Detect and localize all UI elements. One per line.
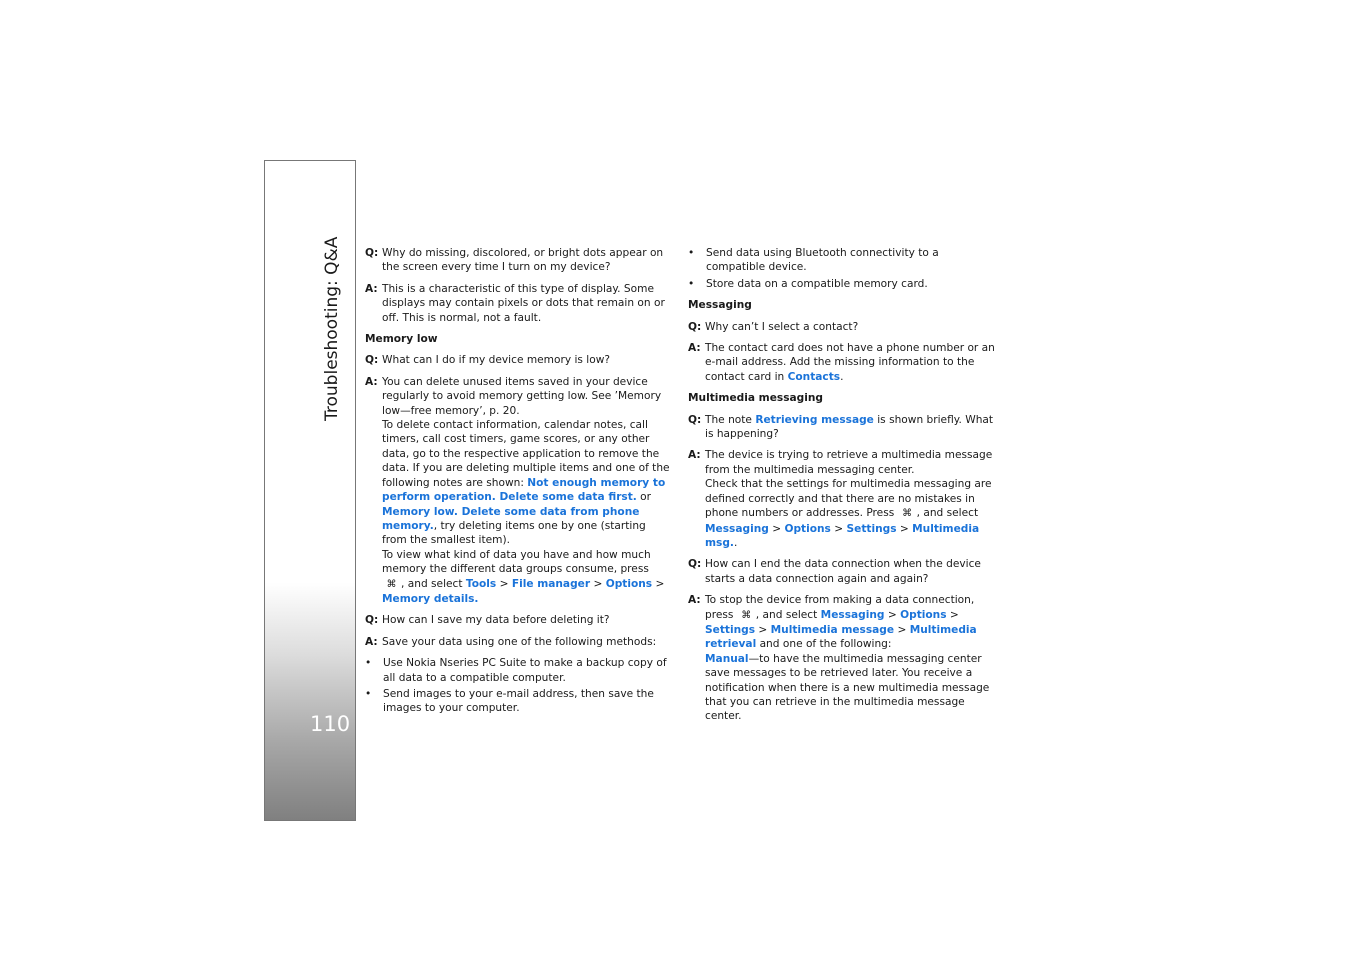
list-item: • Use Nokia Nseries PC Suite to make a backup copy of all data to a compatible computer.	[365, 657, 667, 684]
right-column	[688, 246, 996, 731]
path-settings: Settings	[846, 522, 897, 535]
path-options: Options	[900, 608, 947, 621]
path-settings: Settings	[705, 623, 756, 636]
answer-end-data-connection: A: To stop the device from making a data connection, press ⌘ , and select Messaging > Options > Settings > Multimedia message > Multimedia retrieval and one of the following: Manual—to have the multimedia messaging center save messages to be retrieved later. You receive a notification when there is a new multimedia message that you can retrieve in the multimedia message center.	[688, 594, 990, 723]
path-multimedia-message: Multimedia message	[770, 623, 895, 636]
menu-key-icon: ⌘	[902, 508, 913, 520]
answer-memory-low: A: You can delete unused items saved in your device regularly to avoid memory getting low. See ’Memory low—free memory’, p. 20. To delete contact information, calendar notes, call timers, call cost timers, game scores, or any other data, go to the respective application to remove the data. If you are deleting multiple items and one of the following notes are shown: Not enough memory to perform operation. Delete some data first. or Memory low. Delete some data from phone memory., try deleting items one by one (starting from the smallest item). To view what kind of data you have and how much memory the different data groups consume, press ⌘ , and select Tools > File manager > Options > Memory details.	[365, 375, 670, 605]
note-retrieving-message: Retrieving message	[755, 413, 874, 426]
heading-memory-low: Memory low	[365, 333, 438, 346]
path-options: Options	[605, 577, 653, 590]
heading-messaging: Messaging	[688, 299, 752, 312]
note-not-enough-memory: Not enough memory to perform operation. Delete some data first.	[382, 476, 666, 504]
question-dots: Q: Why do missing, discolored, or bright dots appear on the screen every time I turn on my device?	[365, 247, 664, 274]
question-memory-low: Q: What can I do if my device memory is low?	[365, 354, 610, 367]
link-contacts: Contacts	[787, 370, 841, 383]
list-item: • Send data using Bluetooth connectivity to a compatible device.	[688, 247, 939, 274]
answer-save-data: A: Save your data using one of the following methods:	[365, 635, 657, 648]
question-retrieving-message: Q: The note Retrieving message is shown briefly. What is happening?	[688, 413, 994, 441]
option-manual: Manual	[705, 652, 749, 665]
list-item: • Store data on a compatible memory card.	[688, 277, 928, 290]
note-memory-low: Memory low. Delete some data from phone memory.	[382, 505, 640, 532]
path-options: Options	[784, 522, 831, 535]
path-memory-details: Memory details	[382, 592, 475, 605]
page-number: 110	[310, 712, 351, 736]
list-item: • Send images to your e-mail address, then save the images to your computer.	[365, 687, 654, 715]
path-messaging: Messaging	[820, 608, 885, 621]
menu-key-icon: ⌘	[741, 609, 752, 621]
path-multimedia-retrieval: Multimedia retrieval	[705, 623, 977, 651]
answer-retrieving-message: A: The device is trying to retrieve a multimedia message from the multimedia messaging center. Check that the settings for multimedia messaging are defined correctly and that there are no mistakes in phone numbers or addresses. Press ⌘ , and select Messaging > Options > Settings > Multimedia msg..	[688, 449, 993, 549]
menu-key-icon: ⌘	[386, 578, 397, 590]
path-messaging: Messaging	[705, 522, 769, 535]
heading-multimedia-messaging: Multimedia messaging	[688, 392, 824, 405]
question-select-contact: Q: Why can’t I select a contact?	[688, 320, 859, 333]
path-file-manager: File manager	[511, 577, 591, 590]
question-end-data-connection: Q: How can I end the data connection when the device starts a data connection again and again?	[688, 558, 981, 585]
path-multimedia-msg: Multimedia msg.	[705, 522, 980, 549]
question-save-data: Q: How can I save my data before deleting it?	[365, 614, 610, 627]
answer-dots: A: This is a characteristic of this type of display. Some displays may contain pixels or dots that remain on or off. This is normal, not a fault.	[365, 282, 665, 324]
left-column	[365, 246, 670, 718]
answer-select-contact: A: The contact card does not have a phone number or an e-mail address. Add the missing information to the contact card in Contacts.	[688, 342, 995, 383]
path-tools: Tools	[465, 577, 497, 590]
section-title: Troubleshooting: Q&A	[322, 236, 342, 421]
